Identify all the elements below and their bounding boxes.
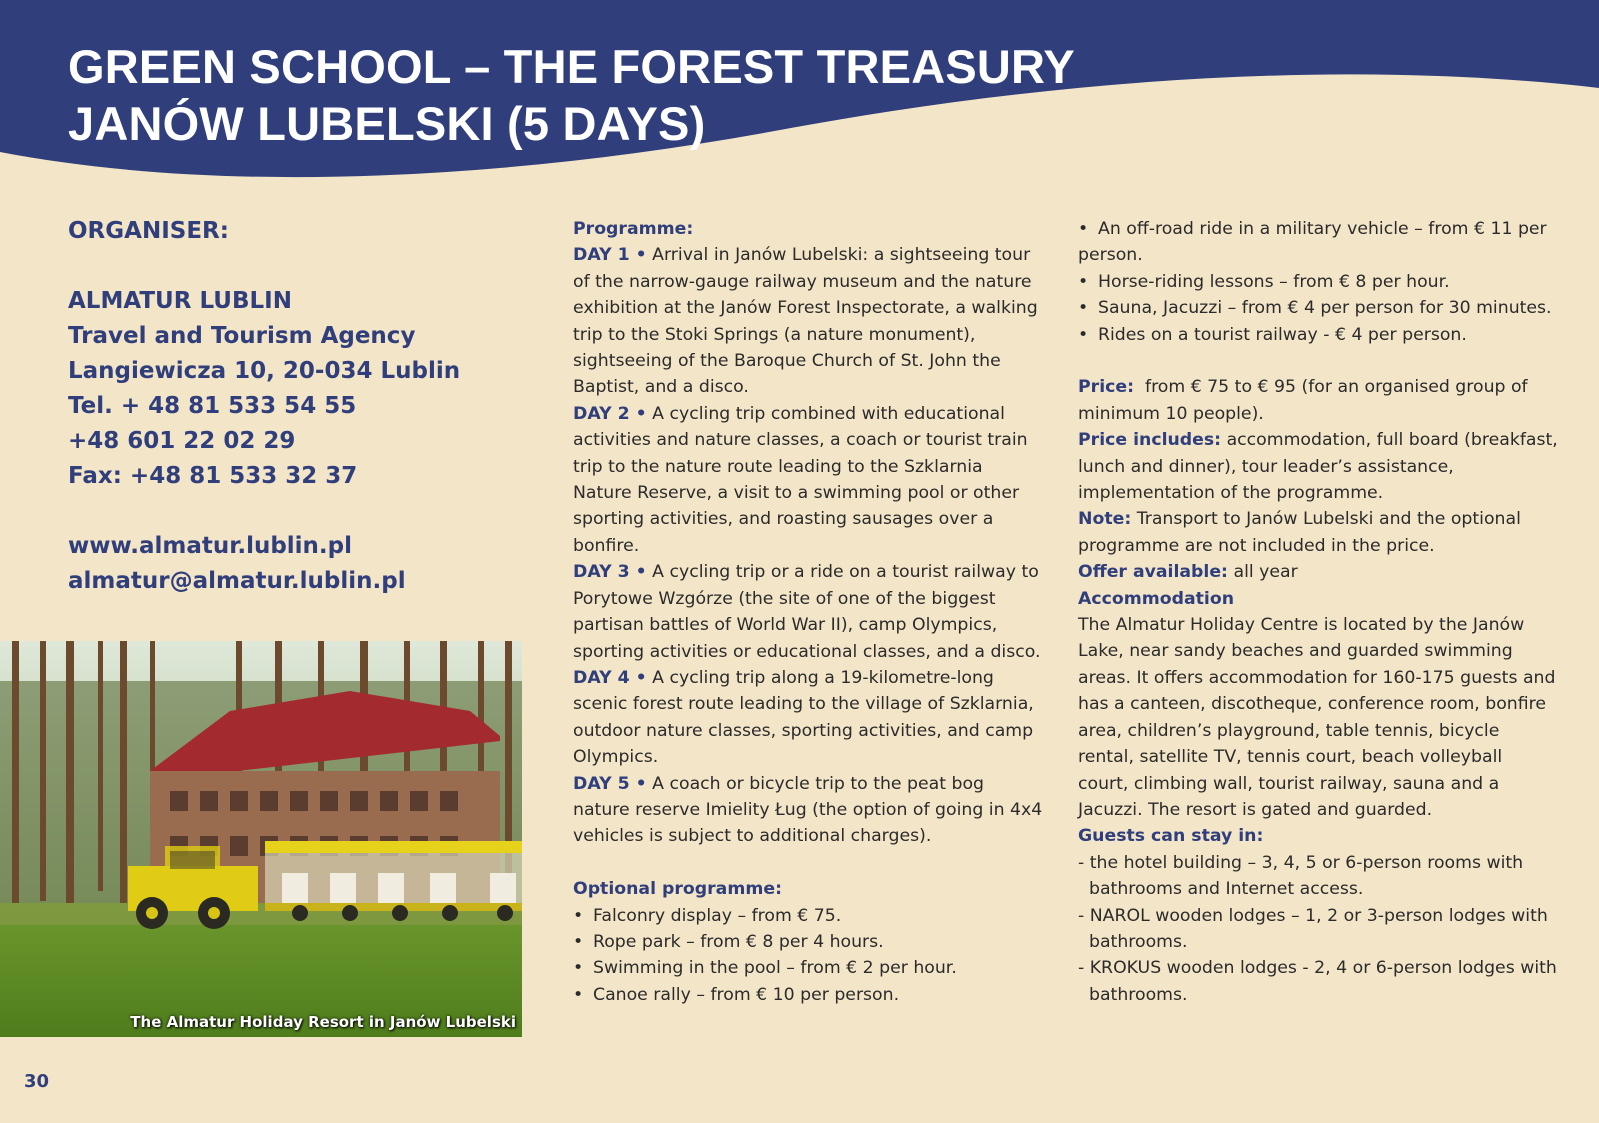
accommodation-heading: Accommodation: [1078, 588, 1235, 609]
spacer: [1078, 348, 1558, 374]
list-item: - the hotel building – 3, 4, 5 or 6-person rooms with bathrooms and Internet access.: [1078, 852, 1524, 900]
day-text: A cycling trip combined with educational activities and nature classes, a coach or tourist train trip to the nature route leading to the Szklarnia Nature Reserve, a visit to a swimming pool or other sporting activities, and roasting sausages over a bonfire.: [573, 403, 1028, 556]
offer-available: [1078, 559, 1558, 585]
day-1: [573, 242, 1043, 400]
offer-label: Offer available:: [1078, 562, 1228, 583]
organiser-website: www.almatur.lublin.pl: [68, 533, 353, 559]
day-label: DAY 1 •: [573, 245, 647, 266]
note: [1078, 506, 1558, 559]
list-item: - NAROL wooden lodges – 1, 2 or 3-person lodges with bathrooms.: [1078, 905, 1548, 952]
organiser-address: Langiewicza 10, 20-034 Lublin: [68, 358, 461, 384]
organiser-phone: Tel. + 48 81 533 54 55: [68, 393, 357, 419]
guests-heading: Guests can stay in:: [1078, 826, 1264, 847]
day-3: [573, 559, 1043, 665]
programme-heading: Programme:: [573, 219, 694, 239]
day-text: Arrival in Janów Lubelski: a sightseeing tour of the narrow-gauge railway museum and the nature exhibition at the Janów Forest Inspectorate, a walking trip to the Stoki Springs (a nature monument), sightseeing of the Baroque Church of St. John the Baptist, and a disco.: [573, 245, 1038, 398]
resort-photo-illustration: [0, 641, 522, 1037]
day-text: A cycling trip along a 19-kilometre-long scenic forest route leading to the village of Szklarnia, outdoor nature classes, sporting activities, and camp Olympics.: [573, 667, 1034, 768]
day-label: DAY 2 •: [573, 403, 647, 424]
list-item: • An off-road ride in a military vehicle – from € 11 per person.: [1078, 216, 1558, 269]
organiser-agency: Travel and Tourism Agency: [68, 323, 416, 349]
day-text: A cycling trip or a ride on a tourist railway to Porytowe Wzgórze (the site of one of the biggest partisan battles of World War II), camp Olympics, sporting activities or educational classes, and a disco.: [573, 562, 1041, 662]
page-number: 30: [24, 1071, 50, 1092]
page-title: [68, 38, 1075, 152]
optional-programme-heading: Optional programme:: [573, 879, 782, 900]
list-item: • Swimming in the pool – from € 2 per hour.: [573, 955, 1043, 981]
spacer: [68, 249, 528, 284]
organiser-mobile: +48 601 22 02 29: [68, 428, 296, 454]
photo-caption: The Almatur Holiday Resort in Janów Lubelski: [130, 1013, 516, 1031]
note-text: Transport to Janów Lubelski and the optional programme are not included in the price.: [1078, 509, 1521, 556]
spacer: [573, 850, 1043, 876]
day-label: DAY 3 •: [573, 562, 647, 583]
price-text: from € 75 to € 95 (for an organised group of minimum 10 people).: [1078, 377, 1534, 424]
accommodation-text: The Almatur Holiday Centre is located by the Janów Lake, near sandy beaches and guarded swimming areas. It offers accommodation for 160-175 guests and has a canteen, discotheque, conference room, bonfire area, children’s playground, table tennis, bicycle rental, satellite TV, tennis court, beach volleyball court, climbing wall, tourist railway, sauna and a Jacuzzi. The resort is gated and guarded.: [1078, 615, 1556, 820]
title-line-2: JANÓW LUBELSKI (5 DAYS): [68, 97, 706, 150]
list-item: • Canoe rally – from € 10 per person.: [573, 982, 1043, 1008]
price-includes-text: accommodation, full board (breakfast, lunch and dinner), tour leader’s assistance, implementation of the programme.: [1078, 430, 1558, 504]
day-2: [573, 401, 1043, 559]
day-5: [573, 771, 1043, 850]
day-text: A coach or bicycle trip to the peat bog nature reserve Imielity Ług (the option of going in 4x4 vehicles is subject to additional charges).: [573, 773, 1043, 847]
list-item: • Rope park – from € 8 per 4 hours.: [573, 929, 1043, 955]
list-item: - KROKUS wooden lodges - 2, 4 or 6-person lodges with bathrooms.: [1078, 958, 1557, 1005]
list-item: • Horse-riding lessons – from € 8 per hour.: [1078, 269, 1558, 295]
list-item: • Rides on a tourist railway - € 4 per person.: [1078, 322, 1558, 348]
list-item: • Sauna, Jacuzzi – from € 4 per person for 30 minutes.: [1078, 295, 1558, 321]
offer-text: all year: [1227, 562, 1298, 583]
list-item: • Falconry display – from € 75.: [573, 903, 1043, 929]
price-label: Price:: [1078, 377, 1134, 398]
header-banner: [0, 0, 1599, 190]
organiser-heading: ORGANISER:: [68, 218, 229, 244]
day-label: DAY 5 •: [573, 773, 647, 794]
organiser-fax: Fax: +48 81 533 32 37: [68, 463, 358, 489]
note-label: Note:: [1078, 509, 1132, 530]
organiser-name: ALMATUR LUBLIN: [68, 288, 292, 314]
price-includes-label: Price includes:: [1078, 430, 1222, 451]
day-4: [573, 665, 1043, 771]
price-includes: [1078, 427, 1558, 506]
spacer: [68, 494, 528, 529]
price: [1078, 374, 1558, 427]
day-label: DAY 4 •: [573, 667, 647, 688]
details-column: [1078, 216, 1558, 1008]
organiser-block: [68, 214, 528, 599]
programme-column: [573, 216, 1043, 1008]
resort-photo: [0, 641, 522, 1037]
title-line-1: GREEN SCHOOL – THE FOREST TREASURY: [68, 40, 1075, 93]
organiser-email: almatur@almatur.lublin.pl: [68, 568, 406, 594]
